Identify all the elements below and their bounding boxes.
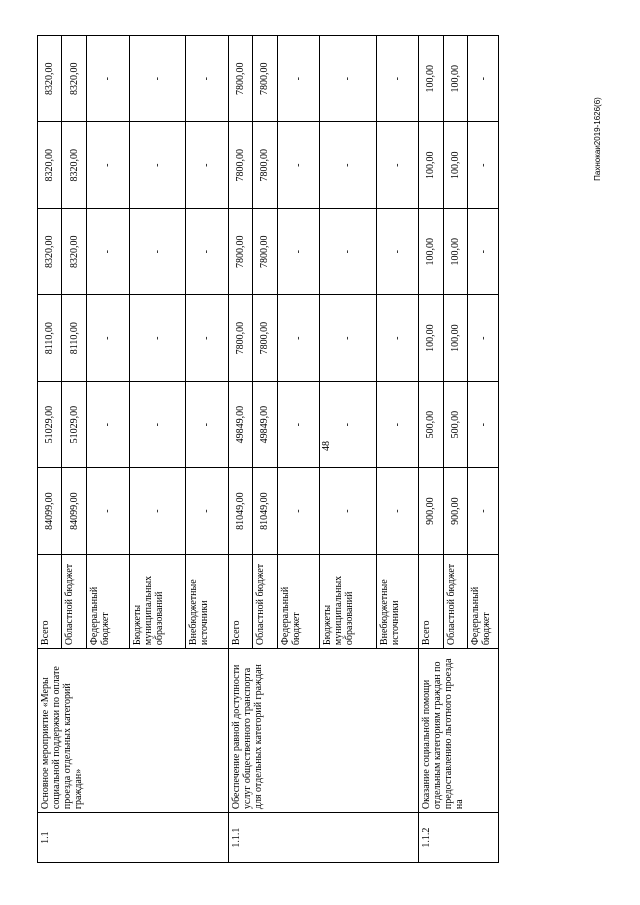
funding-source-cell: Всего (38, 554, 62, 648)
rotated-table-container (37, 35, 499, 863)
amount-cell: 8320,00 (38, 122, 62, 208)
activity-name-cell: Оказание социальной помощи отдельным категориям граждан по предоставлению льготного проезда на (419, 649, 499, 813)
amount-cell: - (468, 36, 499, 123)
amount-cell: - (86, 295, 129, 381)
amount-cell: - (185, 208, 228, 294)
funding-source-cell: Внебюджетные источники (185, 554, 228, 648)
document-code: Пахнокаи2019-1626(6) (593, 97, 602, 181)
amount-cell: - (320, 36, 376, 123)
amount-cell: - (277, 208, 320, 294)
amount-cell: - (86, 468, 129, 554)
amount-cell: - (468, 208, 499, 294)
amount-cell: 100,00 (443, 36, 467, 123)
amount-cell: 100,00 (419, 36, 443, 123)
amount-cell: 84099,00 (62, 468, 86, 554)
amount-cell: 900,00 (443, 468, 467, 554)
amount-cell: - (185, 295, 228, 381)
funding-source-cell: Областной бюджет (253, 554, 277, 648)
amount-cell: 8320,00 (38, 36, 62, 123)
amount-cell: 7800,00 (228, 208, 252, 294)
funding-source-cell: Бюджеты муниципальных образований (129, 554, 185, 648)
amount-cell: 8320,00 (38, 208, 62, 294)
funding-source-cell: Бюджеты муниципальных образований (320, 554, 376, 648)
amount-cell: 8110,00 (62, 295, 86, 381)
amount-cell: - (468, 122, 499, 208)
amount-cell: 7800,00 (228, 36, 252, 123)
table-row (419, 36, 443, 863)
funding-source-cell: Федеральный бюджет (86, 554, 129, 648)
amount-cell: - (129, 208, 185, 294)
table-row (38, 36, 62, 863)
amount-cell: - (376, 208, 419, 294)
amount-cell: - (376, 468, 419, 554)
amount-cell: - (86, 381, 129, 467)
amount-cell: 49849,00 (228, 381, 252, 467)
amount-cell: 81049,00 (253, 468, 277, 554)
amount-cell: 7800,00 (228, 295, 252, 381)
budget-table (37, 35, 499, 863)
amount-cell: - (320, 381, 376, 467)
amount-cell: 7800,00 (253, 295, 277, 381)
amount-cell: - (320, 468, 376, 554)
amount-cell: 100,00 (443, 122, 467, 208)
amount-cell: 49849,00 (253, 381, 277, 467)
amount-cell: 8320,00 (62, 208, 86, 294)
amount-cell: - (86, 36, 129, 123)
amount-cell: 8320,00 (62, 36, 86, 123)
funding-source-cell: Федеральный бюджет (277, 554, 320, 648)
amount-cell: 500,00 (419, 381, 443, 467)
amount-cell: 100,00 (419, 122, 443, 208)
funding-source-cell: Федеральный бюджет (468, 554, 499, 648)
amount-cell: - (129, 122, 185, 208)
amount-cell: - (320, 295, 376, 381)
amount-cell: 100,00 (419, 295, 443, 381)
amount-cell: - (320, 122, 376, 208)
amount-cell: - (376, 122, 419, 208)
amount-cell: 7800,00 (228, 122, 252, 208)
page-number: 48 (321, 441, 332, 451)
amount-cell: 500,00 (443, 381, 467, 467)
item-number-cell: 1.1 (38, 813, 229, 863)
amount-cell: 7800,00 (253, 36, 277, 123)
item-number-cell: 1.1.2 (419, 813, 499, 863)
amount-cell: 900,00 (419, 468, 443, 554)
amount-cell: - (468, 295, 499, 381)
amount-cell: - (277, 295, 320, 381)
amount-cell: 81049,00 (228, 468, 252, 554)
amount-cell: - (277, 381, 320, 467)
amount-cell: - (277, 468, 320, 554)
amount-cell: 7800,00 (253, 208, 277, 294)
amount-cell: 8320,00 (62, 122, 86, 208)
funding-source-cell: Внебюджетные источники (376, 554, 419, 648)
amount-cell: 7800,00 (253, 122, 277, 208)
amount-cell: 8110,00 (38, 295, 62, 381)
amount-cell: - (185, 381, 228, 467)
table-row (228, 36, 252, 863)
amount-cell: - (129, 295, 185, 381)
item-number-cell: 1.1.1 (228, 813, 419, 863)
activity-name-cell: Обеспечение равной доступности услуг общественного транспорта для отдельных категорий граждан (228, 649, 419, 813)
amount-cell: - (129, 36, 185, 123)
amount-cell: - (376, 295, 419, 381)
funding-source-cell: Всего (419, 554, 443, 648)
amount-cell: - (185, 468, 228, 554)
amount-cell: - (376, 36, 419, 123)
amount-cell: - (129, 381, 185, 467)
amount-cell: - (129, 468, 185, 554)
amount-cell: - (320, 208, 376, 294)
amount-cell: 84099,00 (38, 468, 62, 554)
amount-cell: - (86, 208, 129, 294)
table-body (38, 36, 499, 863)
amount-cell: 51029,00 (38, 381, 62, 467)
amount-cell: 100,00 (419, 208, 443, 294)
amount-cell: 100,00 (443, 208, 467, 294)
amount-cell: - (468, 381, 499, 467)
funding-source-cell: Всего (228, 554, 252, 648)
funding-source-cell: Областной бюджет (62, 554, 86, 648)
amount-cell: 100,00 (443, 295, 467, 381)
amount-cell: 51029,00 (62, 381, 86, 467)
amount-cell: - (468, 468, 499, 554)
funding-source-cell: Областной бюджет (443, 554, 467, 648)
amount-cell: - (277, 36, 320, 123)
amount-cell: - (86, 122, 129, 208)
amount-cell: - (277, 122, 320, 208)
amount-cell: - (376, 381, 419, 467)
activity-name-cell: Основное мероприятие «Меры социальной поддержки по оплате проезда отдельных категорий граждан» (38, 649, 229, 813)
amount-cell: - (185, 36, 228, 123)
amount-cell: - (185, 122, 228, 208)
